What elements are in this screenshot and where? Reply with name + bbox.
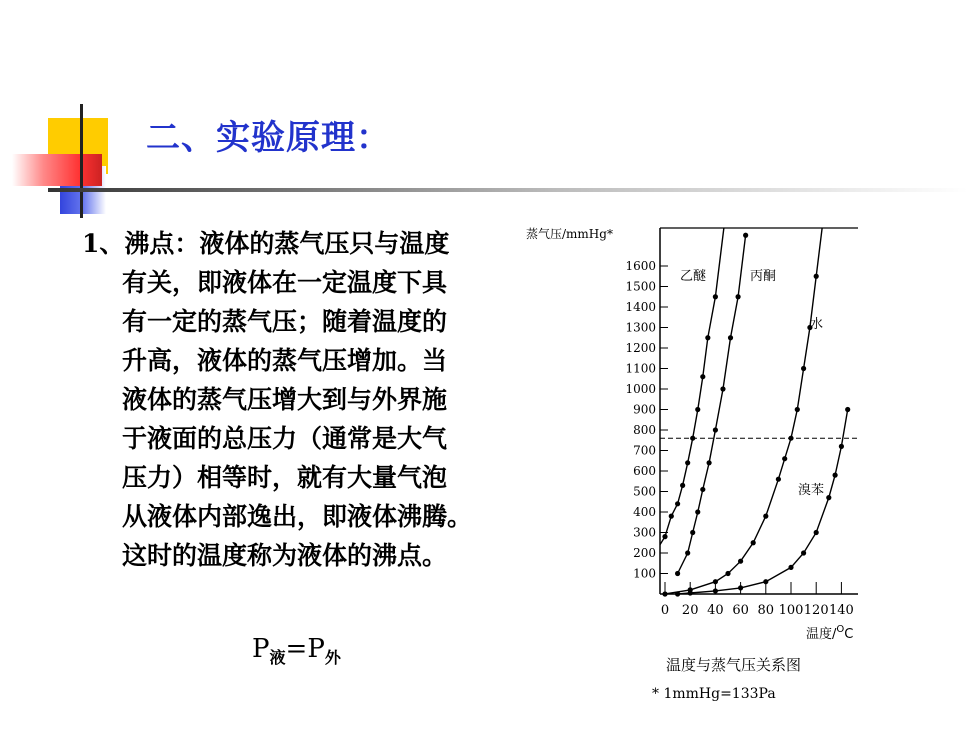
vapor-pressure-chart xyxy=(520,218,870,648)
series-2-point xyxy=(795,407,800,412)
slide-title: 二、实验原理： xyxy=(146,118,391,158)
series-3-point xyxy=(839,444,844,449)
series-0-point xyxy=(705,335,710,340)
formula-sub-outside: 外 xyxy=(324,648,341,668)
series-3-point xyxy=(688,590,693,595)
series-0-point xyxy=(713,294,718,299)
series-0-point xyxy=(662,534,667,539)
y-tick-label: 400 xyxy=(633,505,656,519)
y-tick-label: 1100 xyxy=(625,361,656,376)
chart-caption: 温度与蒸气压关系图 xyxy=(666,656,802,674)
series-2-point xyxy=(814,274,819,279)
series-2-point xyxy=(725,571,730,576)
y-tick-label: 100 xyxy=(633,566,656,581)
x-tick-label: 0 xyxy=(660,603,670,618)
series-2-point xyxy=(751,540,756,545)
y-tick-label: 1000 xyxy=(625,382,656,396)
x-tick-label: 140 xyxy=(828,603,854,618)
y-tick-label: 1600 xyxy=(625,259,656,273)
series-2-point xyxy=(738,559,743,564)
y-tick-label: 200 xyxy=(633,546,656,560)
series-label-2: 水 xyxy=(810,317,824,332)
formula-p: P xyxy=(252,634,270,664)
x-axis-label: 温度/$^O$C xyxy=(806,624,854,642)
series-0-point xyxy=(680,483,685,488)
deco-vertical-line xyxy=(80,104,83,218)
y-tick-label: 800 xyxy=(633,423,656,437)
series-2-point xyxy=(763,514,768,519)
y-tick-label: 600 xyxy=(633,464,656,478)
series-1-point xyxy=(713,427,718,432)
series-3-point xyxy=(738,585,743,590)
paragraph-line: 于液面的总压力（通常是大气 xyxy=(122,424,448,453)
series-3-point xyxy=(675,591,680,596)
paragraph-line: 这时的温度称为液体的沸点。 xyxy=(122,541,448,570)
series-1-point xyxy=(675,571,680,576)
paragraph-line: 液体的蒸气压增大到与外界施 xyxy=(122,385,448,414)
boiling-formula xyxy=(252,634,341,668)
y-tick-label: 300 xyxy=(633,525,656,540)
series-label-0: 乙醚 xyxy=(680,269,707,284)
series-0-point xyxy=(690,436,695,441)
x-tick-label: 80 xyxy=(757,603,775,618)
y-tick-label: 1500 xyxy=(625,279,656,294)
series-0-point xyxy=(685,460,690,465)
y-axis-label: 蒸气压/mmHg* xyxy=(526,227,613,241)
series-1-point xyxy=(728,335,733,340)
x-tick-label: 120 xyxy=(803,603,829,618)
paragraph-line: 升高，液体的蒸气压增加。当 xyxy=(122,346,448,375)
series-label-1: 丙酮 xyxy=(750,269,777,284)
series-0-point xyxy=(700,374,705,379)
formula-sub-liquid: 液 xyxy=(269,648,286,668)
series-2-point xyxy=(776,477,781,482)
paragraph-line: 1、沸点：液体的蒸气压只与温度 xyxy=(82,229,450,258)
series-3-point xyxy=(713,588,718,593)
series-line-1 xyxy=(678,235,746,573)
paragraph-line: 压力）相等时，就有大量气泡 xyxy=(122,463,448,492)
unit-note: * 1mmHg=133Pa xyxy=(652,686,776,702)
series-1-point xyxy=(695,509,700,514)
series-1-point xyxy=(700,487,705,492)
series-3-point xyxy=(788,565,793,570)
paragraph-line: 有关，即液体在一定温度下具 xyxy=(122,268,448,297)
series-2-point xyxy=(788,436,793,441)
series-3-point xyxy=(801,550,806,555)
series-label-3: 溴苯 xyxy=(798,483,825,498)
paragraph-line: 有一定的蒸气压；随着温度的 xyxy=(122,307,448,336)
series-0-point xyxy=(675,501,680,506)
paragraph-line: 从液体内部逸出，即液体沸腾。 xyxy=(122,502,473,531)
formula-p2: P xyxy=(307,634,325,664)
x-tick-label: 60 xyxy=(732,603,749,618)
series-3-point xyxy=(833,473,838,478)
series-2-point xyxy=(713,579,718,584)
series-0-point xyxy=(695,407,700,412)
series-3-point xyxy=(845,407,850,412)
y-tick-label: 900 xyxy=(633,402,656,417)
series-3-point xyxy=(814,530,819,535)
series-line-3 xyxy=(678,410,848,595)
series-1-point xyxy=(690,530,695,535)
series-3-point xyxy=(763,579,768,584)
x-tick-label: 100 xyxy=(778,603,804,618)
y-tick-label: 1300 xyxy=(625,320,656,335)
y-tick-label: 500 xyxy=(633,484,656,499)
y-tick-label: 1200 xyxy=(625,341,656,355)
series-1-point xyxy=(707,460,712,465)
y-tick-label: 1400 xyxy=(625,300,656,314)
series-3-point xyxy=(826,495,831,500)
x-tick-label: 40 xyxy=(707,603,724,618)
series-1-point xyxy=(720,386,725,391)
x-tick-label: 20 xyxy=(681,603,699,618)
body-paragraph xyxy=(82,224,502,575)
series-2-point xyxy=(801,366,806,371)
title-underline xyxy=(48,188,968,192)
deco-red-bar xyxy=(12,154,102,186)
series-2-point xyxy=(662,591,667,596)
y-tick-label: 700 xyxy=(633,443,656,458)
series-1-point xyxy=(743,233,748,238)
series-2-point xyxy=(782,456,787,461)
series-0-point xyxy=(669,514,674,519)
series-1-point xyxy=(735,294,740,299)
formula-equals: = xyxy=(285,634,308,664)
series-1-point xyxy=(685,550,690,555)
